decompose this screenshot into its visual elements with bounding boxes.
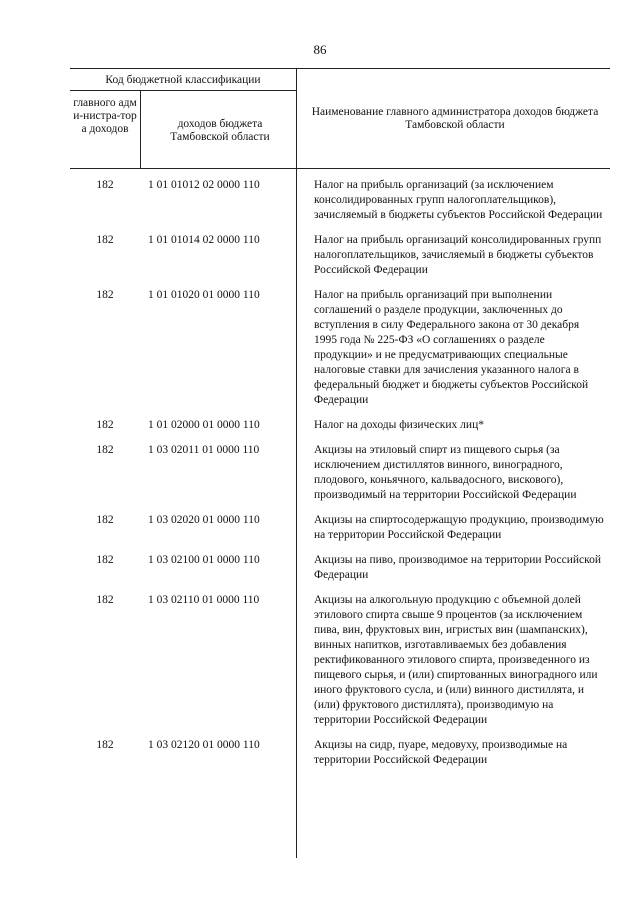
table-row bbox=[70, 233, 610, 278]
admin-code: 182 bbox=[96, 289, 114, 301]
table-row bbox=[70, 178, 610, 223]
revenue-name: Налог на прибыль организаций (за исключением консолидированных групп налогоплательщиков), зачисляемый в бюджеты субъектов Российской Федерации bbox=[314, 179, 603, 221]
revenue-name: Налог на доходы физических лиц* bbox=[314, 419, 484, 431]
budget-code: 1 01 01014 02 0000 110 bbox=[148, 234, 260, 246]
revenue-name: Акцизы на сидр, пуаре, медовуху, производимые на территории Российской Федерации bbox=[314, 739, 568, 766]
admin-code: 182 bbox=[96, 554, 114, 566]
table-row bbox=[70, 418, 610, 433]
budget-code: 1 03 02120 01 0000 110 bbox=[148, 739, 260, 751]
col-admin-header: главного адми-нистра-тора доходов bbox=[73, 97, 137, 135]
table-top-border bbox=[70, 68, 610, 69]
budget-code: 1 01 02000 01 0000 110 bbox=[148, 419, 260, 431]
revenue-name: Налог на прибыль организаций при выполнении соглашений о разделе продукции, заключенных до вступления в силу Федерального закона от 30 декабря 1995 года № 225-ФЗ «О соглашениях о разделе продукции» и не предусматривающих специальные налоговые ставки для зачисления указанного налога в федеральный бюджет и бюджеты субъектов Российской Федерации bbox=[314, 289, 589, 406]
col-name-header: Наименование главного администратора доходов бюджета Тамбовской области bbox=[311, 106, 599, 131]
admin-code: 182 bbox=[96, 234, 114, 246]
budget-code: 1 03 02020 01 0000 110 bbox=[148, 514, 260, 526]
table-row bbox=[70, 443, 610, 503]
table-row bbox=[70, 288, 610, 408]
admin-code: 182 bbox=[96, 444, 114, 456]
admin-code: 182 bbox=[96, 739, 114, 751]
admin-code: 182 bbox=[96, 419, 114, 431]
group-header-title: Код бюджетной классификации bbox=[105, 74, 261, 86]
budget-code: 1 03 02100 01 0000 110 bbox=[148, 554, 260, 566]
revenue-name: Акцизы на спиртосодержащую продукцию, производимую на территории Российской Федерации bbox=[314, 514, 604, 541]
budget-code: 1 01 01020 01 0000 110 bbox=[148, 289, 260, 301]
col-code-header: доходов бюджета Тамбовской области bbox=[170, 118, 270, 143]
budget-code: 1 03 02110 01 0000 110 bbox=[148, 594, 260, 606]
column-divider-1 bbox=[140, 90, 141, 168]
budget-code: 1 03 02011 01 0000 110 bbox=[148, 444, 260, 456]
revenue-name: Акцизы на этиловый спирт из пищевого сырья (за исключением дистиллятов винного, виноградного, плодового, коньячного, кальвадосного, вискового), производимый на территории Российской Федерации bbox=[314, 444, 577, 501]
table-row bbox=[70, 513, 610, 543]
revenue-name: Акцизы на пиво, производимое на территории Российской Федерации bbox=[314, 554, 602, 581]
admin-code: 182 bbox=[96, 514, 114, 526]
admin-code: 182 bbox=[96, 594, 114, 606]
table-body bbox=[70, 178, 610, 778]
table-row bbox=[70, 553, 610, 583]
header-bottom-border bbox=[70, 168, 610, 169]
table-row bbox=[70, 593, 610, 728]
revenue-name: Акцизы на алкогольную продукцию с объемной долей этилового спирта свыше 9 процентов (за исключением пива, вин, фруктовых вин, игристых вин (шампанских), винных напитков, изготавливаемых без добавления ректификованного этилового спирта, произведенного из пищевого сырья, и (или) спиртованных виноградного или иного фруктового сусла, и (или) винного дистиллята, и (или) фруктового дистиллята), производимую на территории Российской Федерации bbox=[314, 594, 598, 726]
budget-code: 1 01 01012 02 0000 110 bbox=[148, 179, 260, 191]
group-header-divider bbox=[70, 90, 296, 91]
table-row bbox=[70, 738, 610, 768]
admin-code: 182 bbox=[96, 179, 114, 191]
revenue-name: Налог на прибыль организаций консолидированных групп налогоплательщиков, зачисляемый в бюджеты субъектов Российской Федерации bbox=[314, 234, 602, 276]
page-number: 86 bbox=[313, 42, 327, 57]
